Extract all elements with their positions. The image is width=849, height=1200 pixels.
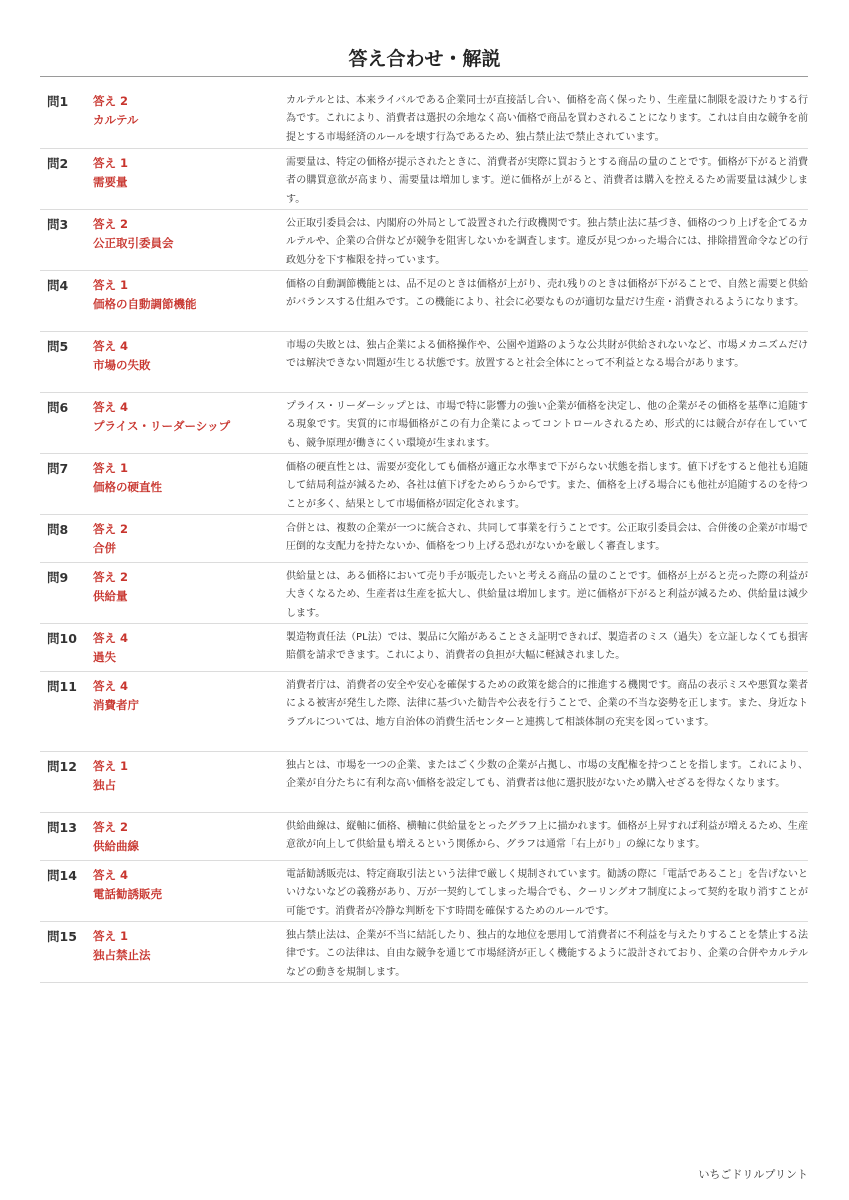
answer-term: 供給曲線 xyxy=(93,839,139,853)
answer-term: 消費者庁 xyxy=(93,698,139,712)
question-number: 問13 xyxy=(47,820,77,835)
answer-choice: 答え 2 xyxy=(93,217,129,231)
answer-term: 市場の失敗 xyxy=(93,358,151,372)
explanation-text: 製造物責任法（PL法）では、製品に欠陥があることさえ証明できれば、製造者のミス（過失）を立証しなくても損害賠償を請求できます。これにより、消費者の負担が大幅に軽減されました。 xyxy=(286,632,808,662)
explanation-text: 市場の失敗とは、独占企業による価格操作や、公園や道路のような公共財が供給されないなど、市場メカニズムだけでは解決できない問題が生じる状態です。放置すると社会全体にとって不利益となる場合があります。 xyxy=(286,340,808,370)
answer-choice: 答え 4 xyxy=(93,631,129,645)
answer-block xyxy=(93,757,286,812)
answer-row xyxy=(40,672,808,752)
answer-choice: 答え 4 xyxy=(93,339,129,353)
answer-row xyxy=(40,271,808,332)
answer-term: 独占 xyxy=(93,778,116,792)
answer-term: 価格の自動調節機能 xyxy=(93,297,197,311)
explanation-text: 価格の自動調節機能とは、品不足のときは価格が上がり、売れ残りのときは価格が下がることで、自然と需要と供給がバランスする仕組みです。この機能により、社会に必要なものが適切な量だけ生産・消費されるようになります。 xyxy=(286,279,808,309)
answer-block xyxy=(93,337,286,392)
answer-choice: 答え 2 xyxy=(93,94,129,108)
answer-block xyxy=(93,677,286,751)
answer-row xyxy=(40,813,808,861)
answer-choice: 答え 4 xyxy=(93,679,129,693)
answer-block xyxy=(93,568,286,623)
answer-row xyxy=(40,752,808,813)
answer-choice: 答え 2 xyxy=(93,820,129,834)
explanation-text: 独占とは、市場を一つの企業、またはごく少数の企業が占拠し、市場の支配権を持つことを指します。これにより、企業が自分たちに有利な高い価格を設定しても、消費者は他に選択肢がないため購入せざるを得なくなります。 xyxy=(286,760,808,790)
question-number: 問3 xyxy=(47,217,69,232)
answer-block xyxy=(93,398,286,453)
question-number: 問10 xyxy=(47,631,77,646)
answer-choice: 答え 1 xyxy=(93,461,129,475)
answer-block xyxy=(93,866,286,921)
explanation-text: プライス・リーダーシップとは、市場で特に影響力の強い企業が価格を決定し、他の企業がその価格を基準に追随する現象です。実質的に市場価格がこの有力企業によってコントロールされるため、形式的には競合が存在していても、競争原理が働きにくい環境が生まれます。 xyxy=(286,401,808,449)
explanation-text: 需要量は、特定の価格が提示されたときに、消費者が実際に買おうとする商品の量のことです。価格が下がると消費者の購買意欲が高まり、需要量は増加します。逆に価格が上がると、消費者は購入を控えるため需要量は減少します。 xyxy=(286,157,808,205)
answer-term: 供給量 xyxy=(93,589,128,603)
explanation-text: 供給曲線は、縦軸に価格、横軸に供給量をとったグラフ上に描かれます。価格が上昇すれば利益が増えるため、生産意欲が向上して供給量も増えるという関係から、グラフは通常「右上がり」の線になります。 xyxy=(286,821,808,851)
answer-term: 独占禁止法 xyxy=(93,948,151,962)
answer-row xyxy=(40,515,808,563)
page-title: 答え合わせ・解説 xyxy=(348,48,501,70)
question-number: 問4 xyxy=(47,278,69,293)
question-number: 問8 xyxy=(47,522,69,537)
answer-choice: 答え 2 xyxy=(93,570,129,584)
answer-choice: 答え 2 xyxy=(93,522,129,536)
answer-choice: 答え 1 xyxy=(93,929,129,943)
answer-row xyxy=(40,149,808,210)
answer-row xyxy=(40,454,808,515)
explanation-text: 供給量とは、ある価格において売り手が販売したいと考える商品の量のことです。価格が上がると売った際の利益が大きくなるため、生産者は生産を拡大し、供給量は増加します。逆に価格が下がると利益が減るため、供給量は減少します。 xyxy=(286,571,808,619)
answer-block xyxy=(93,154,286,209)
answer-term: 価格の硬直性 xyxy=(93,480,162,494)
question-number: 問9 xyxy=(47,570,69,585)
answer-term: プライス・リーダーシップ xyxy=(93,419,231,433)
footer-brand: いちごドリルプリント xyxy=(698,1168,808,1181)
explanation-text: 独占禁止法は、企業が不当に結託したり、独占的な地位を悪用して消費者に不利益を与えたりすることを禁止する法律です。この法律は、自由な競争を通じて市場経済が正しく機能するように設計されており、企業の合併やカルテルなどの動きを規制します。 xyxy=(286,930,808,978)
answer-term: カルテル xyxy=(93,113,139,127)
answer-block xyxy=(93,818,286,860)
answer-block xyxy=(93,215,286,270)
answer-row xyxy=(40,332,808,393)
answer-block xyxy=(93,276,286,331)
answer-row xyxy=(40,922,808,983)
answer-block xyxy=(93,629,286,671)
answer-term: 公正取引委員会 xyxy=(93,236,174,250)
explanation-text: 公正取引委員会は、内閣府の外局として設置された行政機関です。独占禁止法に基づき、価格のつり上げを企てるカルテルや、企業の合併などが競争を阻害しないかを調査します。違反が見つかった場合には、排除措置命令などの行政処分を下す権限を持っています。 xyxy=(286,218,808,266)
answer-choice: 答え 1 xyxy=(93,278,129,292)
answer-row xyxy=(40,87,808,149)
answer-list xyxy=(40,87,808,983)
question-number: 問11 xyxy=(47,679,77,694)
answer-choice: 答え 4 xyxy=(93,400,129,414)
question-number: 問14 xyxy=(47,868,77,883)
answer-block xyxy=(93,459,286,514)
question-number: 問6 xyxy=(47,400,69,415)
answer-choice: 答え 1 xyxy=(93,759,129,773)
answer-row xyxy=(40,861,808,922)
question-number: 問12 xyxy=(47,759,77,774)
answer-row xyxy=(40,210,808,271)
explanation-text: カルテルとは、本来ライバルである企業同士が直接話し合い、価格を高く保ったり、生産量に制限を設けたりする行為です。これにより、消費者は選択の余地なく高い価格で商品を買わされることになります。これは自由な競争を前提とする市場経済のルールを壊す行為であるため、独占禁止法で禁止されています。 xyxy=(286,95,808,143)
answer-row xyxy=(40,563,808,624)
answer-term: 過失 xyxy=(93,650,116,664)
answer-choice: 答え 1 xyxy=(93,156,129,170)
explanation-text: 合併とは、複数の企業が一つに統合され、共同して事業を行うことです。公正取引委員会は、合併後の企業が市場で圧倒的な支配力を持たないか、価格をつり上げる恐れがないかを厳しく審査します。 xyxy=(286,523,808,553)
explanation-text: 消費者庁は、消費者の安全や安心を確保するための政策を総合的に推進する機関です。商品の表示ミスや悪質な業者による被害が発生した際、法律に基づいた勧告や公表を行うことで、企業の不当な姿勢を正します。また、身近なトラブルについては、地方自治体の消費生活センターと連携して相談体制の充実を図っています。 xyxy=(286,680,808,728)
answer-block xyxy=(93,927,286,982)
question-number: 問2 xyxy=(47,156,69,171)
answer-choice: 答え 4 xyxy=(93,868,129,882)
answer-block xyxy=(93,520,286,562)
explanation-text: 電話勧誘販売は、特定商取引法という法律で厳しく規制されています。勧誘の際に「電話であること」を告げないといけないなどの義務があり、万が一契約してしまった場合でも、クーリングオフ制度によって契約を取り消すことが可能です。消費者が冷静な判断を下す時間を確保するためのルールです。 xyxy=(286,869,808,917)
question-number: 問5 xyxy=(47,339,69,354)
answer-block xyxy=(93,92,286,148)
title-divider xyxy=(40,76,808,77)
explanation-text: 価格の硬直性とは、需要が変化しても価格が適正な水準まで下がらない状態を指します。値下げをすると他社も追随して結局利益が減るため、各社は値下げをためらうからです。また、価格を上げる場合にも他社が追随するのを待つことが多く、結果として市場価格が固定化されます。 xyxy=(286,462,808,510)
answer-term: 電話勧誘販売 xyxy=(93,887,162,901)
answer-row xyxy=(40,393,808,454)
question-number: 問1 xyxy=(47,94,69,109)
question-number: 問7 xyxy=(47,461,69,476)
answer-term: 需要量 xyxy=(93,175,128,189)
question-number: 問15 xyxy=(47,929,77,944)
answer-term: 合併 xyxy=(93,541,116,555)
answer-row xyxy=(40,624,808,672)
